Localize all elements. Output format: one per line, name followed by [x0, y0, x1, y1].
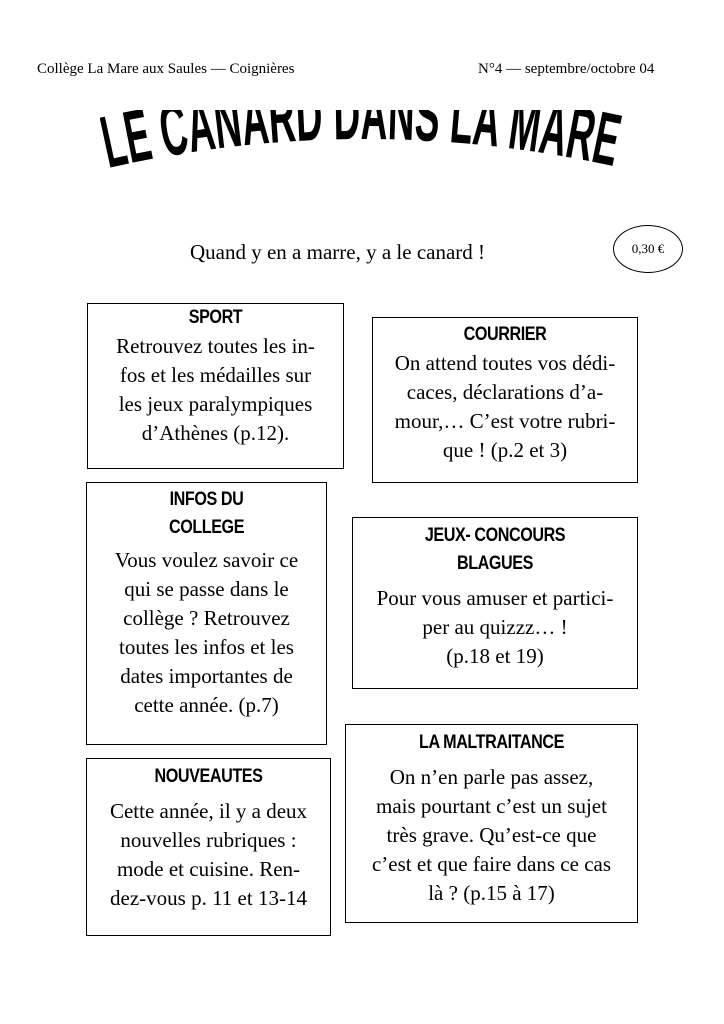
issue-info: N°4 — septembre/octobre 04 [478, 61, 655, 77]
box-line: Vous voulez savoir ce [114, 548, 299, 572]
article-box-sport [87, 303, 344, 469]
box-line: fos et les médailles sur [119, 363, 312, 387]
masthead-title [100, 110, 628, 184]
box-line: cette année. (p.7) [134, 693, 279, 717]
box-line: On attend toutes vos dédi- [394, 351, 616, 375]
article-box-infos [86, 482, 327, 745]
article-box-jeux [352, 517, 638, 689]
box-line: caces, déclarations d’a- [406, 380, 604, 404]
box-line: mais pourtant c’est un sujet [376, 794, 607, 818]
price-badge [613, 225, 683, 273]
box-line: Retrouvez toutes les in- [116, 334, 315, 358]
box-line: Pour vous amuser et partici- [376, 586, 614, 610]
box-line: dez-vous p. 11 et 13-14 [110, 886, 307, 910]
box-title: NOUVEAUTES [154, 766, 263, 787]
box-line: (p.18 et 19) [446, 644, 544, 668]
box-line: mour,… C’est votre rubri- [394, 409, 616, 433]
box-line: per au quizzz… ! [422, 615, 568, 639]
box-line: collège ? Retrouvez [123, 606, 290, 630]
tagline: Quand y en a marre, y a le canard ! [190, 240, 486, 264]
masthead-textpath: LE CANARD DANS LA MAR [100, 110, 629, 184]
box-line: mode et cuisine. Ren- [116, 857, 301, 881]
box-line: là ? (p.15 à 17) [428, 881, 555, 905]
box-line: très grave. Qu’est-ce que [386, 823, 597, 847]
box-line: d’Athènes (p.12). [141, 421, 290, 445]
box-line: que ! (p.2 et 3) [442, 438, 568, 462]
box-line: nouvelles rubriques : [120, 828, 297, 852]
article-box-maltraitance [345, 724, 638, 923]
box-title-line: JEUX- CONCOURS [424, 525, 566, 546]
box-line: Cette année, il y a deux [109, 799, 308, 823]
box-line: dates importantes de [120, 664, 293, 688]
box-title-line: BLAGUES [457, 553, 533, 574]
box-line: c’est et que faire dans ce cas [371, 852, 612, 876]
masthead-logo [100, 110, 630, 225]
box-line: On n’en parle pas assez, [389, 765, 594, 789]
box-title: SPORT [188, 307, 243, 328]
box-line: toutes les infos et les [119, 635, 294, 659]
box-line: qui se passe dans le [124, 577, 289, 601]
box-title-line: COLLEGE [168, 517, 245, 538]
article-box-nouveautes [86, 758, 331, 936]
price-label: 0,30 € [631, 241, 665, 256]
masthead-wordart [100, 110, 630, 225]
box-line: les jeux paralympiques [118, 392, 313, 416]
article-box-courrier [372, 317, 638, 483]
box-title: COURRIER [463, 324, 547, 345]
school-name: Collège La Mare aux Saules — Coignières [37, 61, 295, 77]
box-title: LA MALTRAITANCE [419, 732, 564, 753]
box-title-line: INFOS DU [169, 489, 244, 510]
